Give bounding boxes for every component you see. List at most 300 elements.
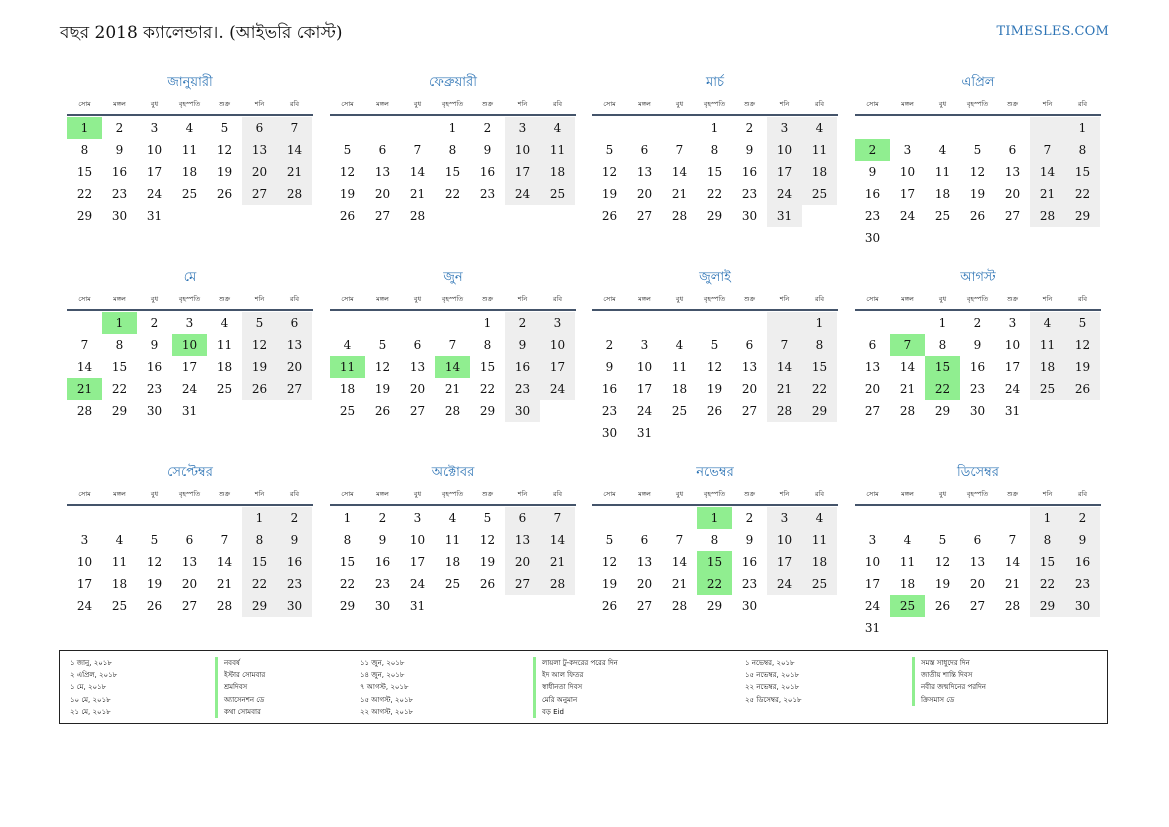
day-cell: 2 xyxy=(855,139,890,161)
empty-cell xyxy=(67,507,102,529)
weekday-label: সোম xyxy=(866,295,879,303)
weekday-label: শুক্র xyxy=(1006,490,1019,498)
weekday-label: বুধ xyxy=(413,100,422,108)
day-cell: 5 xyxy=(1065,312,1100,334)
day-cell: 23 xyxy=(374,577,391,591)
empty-cell xyxy=(855,312,890,334)
holiday-name: নববর্ষ xyxy=(215,657,265,669)
day-cell: 24 xyxy=(899,209,916,223)
day-cell: 19 xyxy=(146,577,163,591)
month-block xyxy=(855,267,1101,422)
day-cell: 4 xyxy=(1030,312,1065,334)
day-cell: 30 xyxy=(146,404,163,418)
day-grid xyxy=(330,117,576,227)
empty-cell xyxy=(802,595,837,617)
day-cell: 23 xyxy=(864,209,881,223)
day-cell: 12 xyxy=(601,555,618,569)
empty-cell xyxy=(1065,227,1100,249)
day-cell: 5 xyxy=(220,121,229,135)
day-cell: 28 xyxy=(767,400,802,422)
day-cell: 22 xyxy=(697,573,732,595)
empty-cell xyxy=(592,117,627,139)
day-cell: 11 xyxy=(330,356,365,378)
day-cell: 22 xyxy=(925,378,960,400)
day-cell: 3 xyxy=(1008,316,1017,330)
weekday-header xyxy=(67,484,313,506)
day-cell: 13 xyxy=(505,529,540,551)
day-cell: 23 xyxy=(146,382,163,396)
day-cell: 15 xyxy=(697,551,732,573)
empty-cell xyxy=(995,117,1030,139)
weekday-label: মঙ্গল xyxy=(638,100,651,108)
empty-cell xyxy=(242,205,277,227)
legend-date-column xyxy=(360,657,413,718)
day-cell: 28 xyxy=(277,183,312,205)
day-cell: 9 xyxy=(745,143,754,157)
month-name: অক্টোবর xyxy=(431,465,475,480)
weekday-label: শুক্র xyxy=(743,295,756,303)
day-cell: 14 xyxy=(277,139,312,161)
weekday-label: শুক্র xyxy=(481,490,494,498)
empty-cell xyxy=(697,422,732,444)
day-cell: 12 xyxy=(374,360,391,374)
day-cell: 8 xyxy=(242,529,277,551)
day-cell: 21 xyxy=(277,161,312,183)
day-cell: 29 xyxy=(76,209,93,223)
empty-cell xyxy=(925,117,960,139)
day-cell: 27 xyxy=(374,209,391,223)
day-cell: 5 xyxy=(378,338,387,352)
day-cell: 22 xyxy=(111,382,128,396)
day-cell: 11 xyxy=(444,533,461,547)
day-cell: 30 xyxy=(505,400,540,422)
day-cell: 17 xyxy=(540,356,575,378)
day-cell: 21 xyxy=(409,187,426,201)
empty-cell xyxy=(890,227,925,249)
day-cell: 31 xyxy=(864,621,881,635)
empty-cell xyxy=(435,312,470,334)
weekday-header xyxy=(330,289,576,311)
day-cell: 17 xyxy=(505,161,540,183)
month-name: জানুয়ারী xyxy=(167,75,213,90)
empty-cell xyxy=(855,117,890,139)
weekday-label: বৃহস্পতি xyxy=(703,490,726,498)
day-cell: 12 xyxy=(1065,334,1100,356)
day-cell: 25 xyxy=(444,577,461,591)
day-cell: 2 xyxy=(745,121,754,135)
day-cell: 13 xyxy=(636,555,653,569)
weekday-label: শনি xyxy=(779,100,790,108)
day-cell: 4 xyxy=(343,338,352,352)
day-grid xyxy=(855,507,1101,639)
day-cell: 19 xyxy=(479,555,496,569)
day-cell: 30 xyxy=(277,595,312,617)
day-cell: 4 xyxy=(540,117,575,139)
day-cell: 11 xyxy=(1030,334,1065,356)
day-cell: 24 xyxy=(1004,382,1021,396)
day-cell: 3 xyxy=(868,533,877,547)
weekday-label: সোম xyxy=(341,295,354,303)
weekday-label: বৃহস্পতি xyxy=(441,490,464,498)
holiday-name: ইদ আল ফিতর xyxy=(533,669,618,681)
day-cell: 26 xyxy=(969,209,986,223)
day-cell: 16 xyxy=(277,551,312,573)
day-cell: 2 xyxy=(150,316,159,330)
day-cell: 28 xyxy=(540,573,575,595)
month-name: ফেব্রুয়ারী xyxy=(429,75,477,90)
weekday-label: বুধ xyxy=(413,295,422,303)
day-cell: 23 xyxy=(969,382,986,396)
weekday-label: মঙ্গল xyxy=(638,295,651,303)
day-cell: 1 xyxy=(242,507,277,529)
day-cell: 30 xyxy=(741,209,758,223)
day-cell: 5 xyxy=(605,533,614,547)
day-cell: 11 xyxy=(899,555,916,569)
day-cell: 25 xyxy=(181,187,198,201)
weekday-label: বৃহস্পতি xyxy=(966,295,989,303)
day-cell: 15 xyxy=(1030,551,1065,573)
day-cell: 26 xyxy=(601,599,618,613)
day-cell: 17 xyxy=(899,187,916,201)
day-cell: 12 xyxy=(242,334,277,356)
weekday-label: মঙ্গল xyxy=(901,490,914,498)
day-cell: 15 xyxy=(479,360,496,374)
day-cell: 7 xyxy=(675,533,684,547)
day-cell: 28 xyxy=(444,404,461,418)
day-cell: 2 xyxy=(973,316,982,330)
site-link[interactable]: TIMESLES.COM xyxy=(996,24,1109,39)
day-cell: 10 xyxy=(767,529,802,551)
day-cell: 26 xyxy=(374,404,391,418)
day-cell: 21 xyxy=(671,187,688,201)
day-cell: 5 xyxy=(605,143,614,157)
day-cell: 12 xyxy=(479,533,496,547)
day-cell: 17 xyxy=(409,555,426,569)
day-cell: 16 xyxy=(741,165,758,179)
day-cell: 20 xyxy=(181,577,198,591)
day-cell: 10 xyxy=(505,139,540,161)
holiday-legend xyxy=(59,650,1108,724)
month-block xyxy=(330,462,576,617)
day-cell: 27 xyxy=(636,599,653,613)
day-cell: 23 xyxy=(741,187,758,201)
day-cell: 8 xyxy=(1065,139,1100,161)
day-cell: 12 xyxy=(934,555,951,569)
day-cell: 25 xyxy=(934,209,951,223)
day-cell: 13 xyxy=(864,360,881,374)
holiday-name: শ্রমদিবস xyxy=(215,681,265,693)
day-cell: 8 xyxy=(1030,529,1065,551)
day-cell: 28 xyxy=(409,209,426,223)
weekday-label: বুধ xyxy=(675,490,684,498)
day-cell: 13 xyxy=(409,360,426,374)
empty-cell xyxy=(172,507,207,529)
holiday-name: ইস্টার সোমবার xyxy=(215,669,265,681)
day-cell: 17 xyxy=(146,165,163,179)
weekday-label: শনি xyxy=(779,490,790,498)
day-cell: 10 xyxy=(540,334,575,356)
day-cell: 20 xyxy=(277,356,312,378)
day-cell: 7 xyxy=(890,334,925,356)
weekday-label: মঙ্গল xyxy=(638,490,651,498)
day-cell: 8 xyxy=(115,338,124,352)
day-cell: 15 xyxy=(339,555,356,569)
day-cell: 7 xyxy=(448,338,457,352)
weekday-label: রবি xyxy=(1077,490,1088,498)
empty-cell xyxy=(540,595,575,617)
day-cell: 22 xyxy=(444,187,461,201)
day-cell: 26 xyxy=(1065,378,1100,400)
empty-cell xyxy=(802,205,837,227)
day-cell: 13 xyxy=(1004,165,1021,179)
day-cell: 3 xyxy=(640,338,649,352)
day-cell: 18 xyxy=(671,382,688,396)
day-cell: 4 xyxy=(938,143,947,157)
weekday-label: সোম xyxy=(78,490,91,498)
weekday-label: শনি xyxy=(254,100,265,108)
day-cell: 29 xyxy=(1030,595,1065,617)
weekday-label: শনি xyxy=(254,490,265,498)
day-cell: 1 xyxy=(102,312,137,334)
day-cell: 8 xyxy=(938,338,947,352)
holiday-date: ১৪ জুন, ২০১৮ xyxy=(360,671,405,680)
day-cell: 22 xyxy=(76,187,93,201)
day-cell: 1 xyxy=(67,117,102,139)
day-cell: 26 xyxy=(339,209,356,223)
empty-cell xyxy=(925,617,960,639)
day-cell: 12 xyxy=(339,165,356,179)
empty-cell xyxy=(662,117,697,139)
empty-cell xyxy=(330,117,365,139)
weekday-label: সোম xyxy=(603,100,616,108)
day-cell: 9 xyxy=(277,529,312,551)
month-name: মে xyxy=(183,270,197,285)
day-cell: 19 xyxy=(601,577,618,591)
weekday-label: শুক্র xyxy=(743,100,756,108)
day-cell: 7 xyxy=(1030,139,1065,161)
weekday-label: বৃহস্পতি xyxy=(178,100,201,108)
day-cell: 29 xyxy=(802,400,837,422)
empty-cell xyxy=(540,205,575,227)
empty-cell xyxy=(662,312,697,334)
weekday-label: বুধ xyxy=(150,100,159,108)
weekday-label: শনি xyxy=(1042,295,1053,303)
day-cell: 20 xyxy=(864,382,881,396)
day-cell: 8 xyxy=(343,533,352,547)
day-cell: 10 xyxy=(146,143,163,157)
day-cell: 9 xyxy=(605,360,614,374)
holiday-date: ২২ আগস্ট, ২০১৮ xyxy=(360,707,414,716)
weekday-header xyxy=(855,484,1101,506)
day-cell: 5 xyxy=(483,511,492,525)
day-cell: 18 xyxy=(540,161,575,183)
day-cell: 17 xyxy=(636,382,653,396)
day-cell: 1 xyxy=(448,121,457,135)
day-cell: 12 xyxy=(706,360,723,374)
day-cell: 9 xyxy=(868,165,877,179)
day-cell: 3 xyxy=(767,507,802,529)
day-cell: 20 xyxy=(505,551,540,573)
day-cell: 2 xyxy=(483,121,492,135)
weekday-label: শুক্র xyxy=(743,490,756,498)
empty-cell xyxy=(400,312,435,334)
day-cell: 4 xyxy=(115,533,124,547)
day-cell: 1 xyxy=(1065,117,1100,139)
day-cell: 1 xyxy=(483,316,492,330)
day-cell: 15 xyxy=(1065,161,1100,183)
day-cell: 11 xyxy=(181,143,198,157)
empty-cell xyxy=(592,507,627,529)
empty-cell xyxy=(137,507,172,529)
weekday-label: মঙ্গল xyxy=(901,100,914,108)
day-grid xyxy=(67,312,313,422)
holiday-date: ১ নভেম্বর, ২০১৮ xyxy=(745,659,795,667)
empty-cell xyxy=(890,312,925,334)
day-cell: 17 xyxy=(181,360,198,374)
month-name: এপ্রিল xyxy=(961,75,995,90)
page-title: বছর 2018 ক্যালেন্ডার।. (আইভরি কোস্ট) xyxy=(60,23,343,43)
day-cell: 5 xyxy=(710,338,719,352)
day-cell: 14 xyxy=(899,360,916,374)
month-name: নভেম্বর xyxy=(696,465,734,480)
weekday-label: শুক্র xyxy=(218,490,231,498)
day-cell: 17 xyxy=(76,577,93,591)
weekday-label: রবি xyxy=(1077,100,1088,108)
day-cell: 20 xyxy=(242,161,277,183)
empty-cell xyxy=(277,205,312,227)
day-cell: 28 xyxy=(899,404,916,418)
weekday-label: শুক্র xyxy=(218,100,231,108)
weekday-label: শুক্র xyxy=(481,295,494,303)
empty-cell xyxy=(697,312,732,334)
weekday-label: বুধ xyxy=(413,490,422,498)
day-cell: 26 xyxy=(706,404,723,418)
day-cell: 12 xyxy=(601,165,618,179)
empty-cell xyxy=(732,422,767,444)
weekday-label: শনি xyxy=(254,295,265,303)
day-cell: 6 xyxy=(640,533,649,547)
month-name: সেপ্টেম্বর xyxy=(167,465,213,480)
weekday-label: মঙ্গল xyxy=(113,100,126,108)
empty-cell xyxy=(732,312,767,334)
month-name: আগস্ট xyxy=(960,270,996,285)
day-cell: 21 xyxy=(216,577,233,591)
weekday-label: মঙ্গল xyxy=(113,490,126,498)
day-cell: 13 xyxy=(741,360,758,374)
day-cell: 22 xyxy=(1030,573,1065,595)
holiday-date: ১০ মে, ২০১৮ xyxy=(70,695,111,704)
day-cell: 4 xyxy=(903,533,912,547)
day-cell: 23 xyxy=(741,577,758,591)
day-cell: 2 xyxy=(378,511,387,525)
month-block xyxy=(592,462,838,617)
day-cell: 9 xyxy=(150,338,159,352)
day-cell: 10 xyxy=(1004,338,1021,352)
day-cell: 21 xyxy=(1030,183,1065,205)
day-cell: 26 xyxy=(242,378,277,400)
day-cell: 28 xyxy=(671,599,688,613)
day-cell: 31 xyxy=(1004,404,1021,418)
empty-cell xyxy=(102,507,137,529)
day-cell: 20 xyxy=(409,382,426,396)
empty-cell xyxy=(330,312,365,334)
weekday-label: রবি xyxy=(814,490,825,498)
empty-cell xyxy=(207,400,242,422)
month-block xyxy=(67,267,313,422)
day-cell: 19 xyxy=(216,165,233,179)
day-cell: 8 xyxy=(710,533,719,547)
month-block xyxy=(592,72,838,227)
day-cell: 18 xyxy=(802,161,837,183)
day-cell: 9 xyxy=(378,533,387,547)
day-cell: 17 xyxy=(864,577,881,591)
empty-cell xyxy=(960,507,995,529)
day-cell: 20 xyxy=(741,382,758,396)
day-cell: 2 xyxy=(115,121,124,135)
day-cell: 22 xyxy=(706,187,723,201)
legend-date-column xyxy=(70,657,117,718)
weekday-label: বুধ xyxy=(938,490,947,498)
weekday-label: শুক্র xyxy=(1006,100,1019,108)
day-cell: 26 xyxy=(601,209,618,223)
day-cell: 30 xyxy=(864,231,881,245)
day-cell: 30 xyxy=(969,404,986,418)
day-cell: 31 xyxy=(146,209,163,223)
weekday-label: বুধ xyxy=(675,295,684,303)
day-cell: 1 xyxy=(697,507,732,529)
weekday-label: সোম xyxy=(341,490,354,498)
day-cell: 12 xyxy=(146,555,163,569)
weekday-label: মঙ্গল xyxy=(113,295,126,303)
month-block xyxy=(855,72,1101,249)
day-cell: 24 xyxy=(767,183,802,205)
day-cell: 27 xyxy=(1004,209,1021,223)
day-grid xyxy=(330,312,576,422)
day-cell: 29 xyxy=(706,209,723,223)
day-cell: 15 xyxy=(706,165,723,179)
weekday-label: সোম xyxy=(78,295,91,303)
day-cell: 10 xyxy=(76,555,93,569)
day-cell: 28 xyxy=(1030,205,1065,227)
day-cell: 24 xyxy=(540,378,575,400)
day-cell: 19 xyxy=(969,187,986,201)
day-cell: 4 xyxy=(802,117,837,139)
day-cell: 14 xyxy=(671,165,688,179)
weekday-label: শনি xyxy=(517,295,528,303)
empty-cell xyxy=(960,617,995,639)
weekday-label: মঙ্গল xyxy=(376,295,389,303)
holiday-name: জাতীয় শান্তি দিবস xyxy=(912,669,986,681)
holiday-name: নবীর জন্মদিনের পরদিন xyxy=(912,681,986,693)
weekday-label: সোম xyxy=(78,100,91,108)
empty-cell xyxy=(995,227,1030,249)
day-cell: 22 xyxy=(479,382,496,396)
month-name: জুন xyxy=(443,270,463,285)
holiday-name: ক্রিসমাস ডে xyxy=(912,694,986,706)
day-cell: 5 xyxy=(973,143,982,157)
holiday-name: সমস্ত সাধুদের দিন xyxy=(912,657,986,669)
empty-cell xyxy=(277,400,312,422)
day-cell: 30 xyxy=(111,209,128,223)
weekday-header xyxy=(330,94,576,116)
day-cell: 29 xyxy=(111,404,128,418)
empty-cell xyxy=(505,205,540,227)
day-cell: 29 xyxy=(1065,205,1100,227)
weekday-label: মঙ্গল xyxy=(901,295,914,303)
empty-cell xyxy=(592,312,627,334)
empty-cell xyxy=(662,422,697,444)
holiday-name: মেরি অনুমান xyxy=(533,694,618,706)
